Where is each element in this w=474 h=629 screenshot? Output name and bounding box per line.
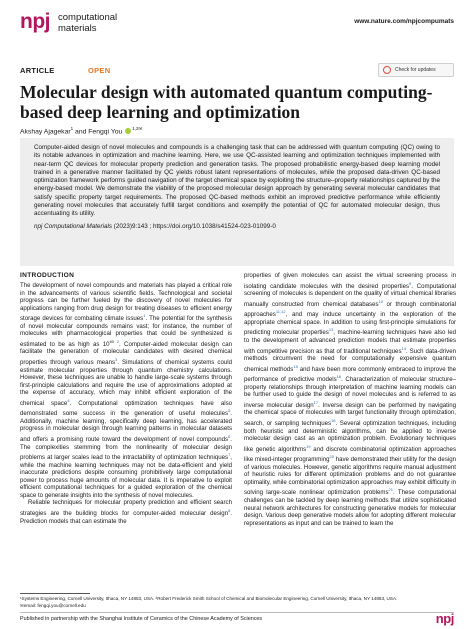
reference-link[interactable]: 21 bbox=[388, 487, 393, 493]
email-line bbox=[20, 603, 454, 609]
check-for-updates-button[interactable] bbox=[378, 63, 454, 77]
article-type-label: ARTICLE bbox=[20, 66, 55, 75]
corresponding-author-icon[interactable]: ✉ bbox=[138, 126, 143, 131]
right-column bbox=[244, 272, 456, 527]
exponent: 60 bbox=[109, 338, 115, 344]
affiliations-footnote bbox=[20, 596, 454, 609]
footnote-divider bbox=[20, 593, 90, 594]
email-link[interactable]: fengqi.you@cornell.edu bbox=[37, 603, 86, 608]
journal-url-link[interactable]: www.nature.com/npjcompumats bbox=[354, 18, 454, 25]
article-title: Molecular design with automated quantum computing-based deep learning and optimization bbox=[20, 82, 433, 122]
reference-link[interactable]: 13 bbox=[328, 327, 334, 333]
footer-divider bbox=[20, 612, 454, 613]
body-paragraph: The development of novel compounds and materials has played a critical role in the advancements of various scientific fields. Technological and societal progress can be further fueled by the discovery of novel molecules for applications ranging from drug design for treating diseases to efficient energy storage devices for combating climate issues$^1$. The potential for the synthesis of novel molecular compounds remains vast; for instance, the number of molecules with pharmacological properties that could be synthesized is estimated to be as high as $10^{60}$ $^2$. Computer-aided molecular design can facilitate the generation of molecular candidates with desired chemical properties through various means$^3$. Simulations of chemical systems could estimate molecular properties through quantum chemistry calculations. However, these techniques are unable to handle large-scale systems through first-principle calculations and require the use of approximations adopted at the expense of accuracy, which may inhibit efficient exploration of the chemical space$^4$. Computational optimization techniques have also demonstrated some success in the generation of useful molecules$^5$. Additionally, machine learning, specifically deep learning, has accelerated progress in molecular design through learning patterns in molecular datasets and offers a promising route toward the development of novel compounds$^6$. The complexities stemming from the nonlinearity of molecular design problems at larger scales lead to the intractability of optimization techniques$^7$, while the machine learning techniques may not be data-efficient and yield inaccurate predictions despite consuming prohibitively large computational power to process huge amounts of molecular data. It is imperative to exploit efficient computational techniques for a guided exploration of the chemical space to generate insights into the synthesis of novel molecules. bbox=[20, 282, 233, 499]
journal-name-line1: computational bbox=[58, 12, 118, 23]
article-meta-row bbox=[20, 66, 454, 78]
affiliations-text: ¹Systems Engineering, Cornell University, Ithaca, NY 14853, USA. ²Robert Frederick Smith School of Chemical and Biomolecular Engineering, Cornell University, Ithaca, NY 14853, USA. bbox=[20, 596, 398, 601]
reference-link[interactable]: 6 bbox=[228, 434, 231, 439]
citation-journal: npj Computational Materials bbox=[34, 222, 113, 230]
reference-link[interactable]: 11,12 bbox=[275, 309, 286, 315]
reference-link[interactable]: 7 bbox=[228, 452, 231, 458]
left-column bbox=[20, 272, 232, 525]
reference-link[interactable]: 1 bbox=[143, 313, 146, 319]
citation-doi-link[interactable]: (2023)9:143 ; https://doi.org/10.1038/s41524-023-01099-0 bbox=[112, 222, 276, 230]
journal-name-line2: materials bbox=[58, 23, 97, 34]
author-conjunction: and bbox=[75, 128, 87, 136]
reference-link[interactable]: 3 bbox=[115, 356, 118, 362]
reference-link[interactable]: 4 bbox=[67, 397, 70, 403]
journal-logo-text bbox=[58, 12, 117, 34]
section-heading: INTRODUCTION bbox=[20, 272, 75, 279]
page-header bbox=[20, 10, 454, 42]
body-paragraph: properties of given molecules can assist the virtual screening process in isolating candidate molecules with the desired properties$^9$. Computational screening of molecules is dependent on the quality of virtual chemical libraries manually constructed from chemical databases$^{10}$ or through combinatorial approaches$^{11,12}$, and may induce uncertainty in the exploration of the appropriate chemical space. In addition to using first-principle simulations for predicting molecular properties$^{13}$, machine-learning techniques have also led to the development of advanced prediction models that estimate properties with competitive precision as that of traditional techniques$^{14}$. Such data-driven methods circumvent the need for computationally expensive quantum chemical methods$^{15}$ and have been more commonly embraced to improve the performance of predictive models$^{16}$. Characterization of molecular structure–property relationships through interpretation of machine learning models can be further used to guide the design of novel molecules and is referred to as inverse molecular design$^{17}$. Inverse design can be performed by navigating the chemical space of molecules with target functionality through optimization, search, or sampling techniques$^{18}$. Several optimization techniques, including both heuristic and deterministic algorithms, can be applied to inverse molecular design cast as an optimization problem. Evolutionary techniques like genetic algorithms$^{19}$ and discrete combinatorial optimization approaches like mixed-integer programming$^{20}$ have demonstrated their utility for the design of various molecules. However, genetic algorithms require manual adjustment of heuristic rules for different optimization problems and do not guarantee optimality, while combinatorial optimization approaches may exhibit difficulty in solving large-scale nonlinear optimization problems$^{21}$. These computational challenges can be tackled by deep learning methods that utilize sophisticated neural network architectures for constructing generative models for molecular design. Various deep generative models allow for adopting different molecular representations as input and can be trained to learn the bbox=[244, 272, 456, 527]
reference-link[interactable]: 10 bbox=[378, 298, 383, 304]
affiliation-ref: 1 bbox=[70, 126, 74, 131]
check-for-updates-label: Check for updates bbox=[395, 67, 436, 73]
author-list bbox=[20, 126, 142, 135]
reference-link[interactable]: 18 bbox=[331, 418, 336, 423]
check-updates-icon bbox=[383, 66, 391, 74]
reference-link[interactable]: 2 bbox=[114, 338, 120, 344]
orcid-icon[interactable] bbox=[125, 128, 131, 134]
author-name[interactable]: Fengqi You bbox=[88, 128, 123, 136]
reference-link[interactable]: 20 bbox=[329, 454, 334, 460]
affiliation-ref: 1,2 bbox=[132, 126, 139, 131]
body-paragraph: Reliable techniques for molecular property prediction and efficient search strategies are the building blocks for computer-aided molecular design$^8$. Prediction models that can estimate the bbox=[20, 499, 232, 525]
abstract-text: Computer-aided design of novel molecules and compounds is a challenging task that can be addressed with quantum computing (QC) owing to its notable advances in optimization and machine learning. Here, we use QC-assisted learning and optimization techniques implemented with near-term QC devices for molecular property prediction and generation tasks. The proposed probabilistic energy-based deep learning model trained in a generative manner facilitated by QC yields robust latent representations of molecules, while the proposed data-driven QC-based optimization framework performs guided navigation of the target chemical space by exploiting the structure–property relationships captured by the energy-based model. We demonstrate the viability of the proposed molecular design approach by generating several molecular candidates that satisfy specific property target requirements. The proposed QC-based methods exhibit an improved predictive performance while efficiently generating novel molecules that accurately fulfill target conditions and exemplify the potential of QC for automated molecular design, thus accentuating its utility. bbox=[34, 144, 440, 218]
reference-link[interactable]: 14 bbox=[401, 345, 406, 351]
open-access-label: OPEN bbox=[88, 66, 111, 75]
abstract-box bbox=[20, 138, 454, 266]
reference-link[interactable]: 16 bbox=[336, 374, 342, 380]
reference-link[interactable]: 15 bbox=[293, 363, 298, 369]
reference-link[interactable]: 5 bbox=[228, 408, 231, 414]
reference-link[interactable]: 17 bbox=[313, 399, 319, 405]
journal-logo-mark: npj bbox=[20, 10, 50, 33]
publisher-note: Published in partnership with the Shanghai Institute of Ceramics of the Chinese Academy of Sciences bbox=[20, 616, 263, 622]
email-label: ✉email: bbox=[20, 603, 38, 608]
footer-logo-mark: npj bbox=[435, 611, 454, 626]
reference-link[interactable]: 9 bbox=[409, 280, 412, 286]
reference-link[interactable]: 19 bbox=[306, 443, 311, 449]
reference-link[interactable]: 8 bbox=[228, 507, 231, 513]
author-name[interactable]: Akshay Ajagekar bbox=[20, 128, 71, 136]
citation-line bbox=[34, 223, 440, 231]
